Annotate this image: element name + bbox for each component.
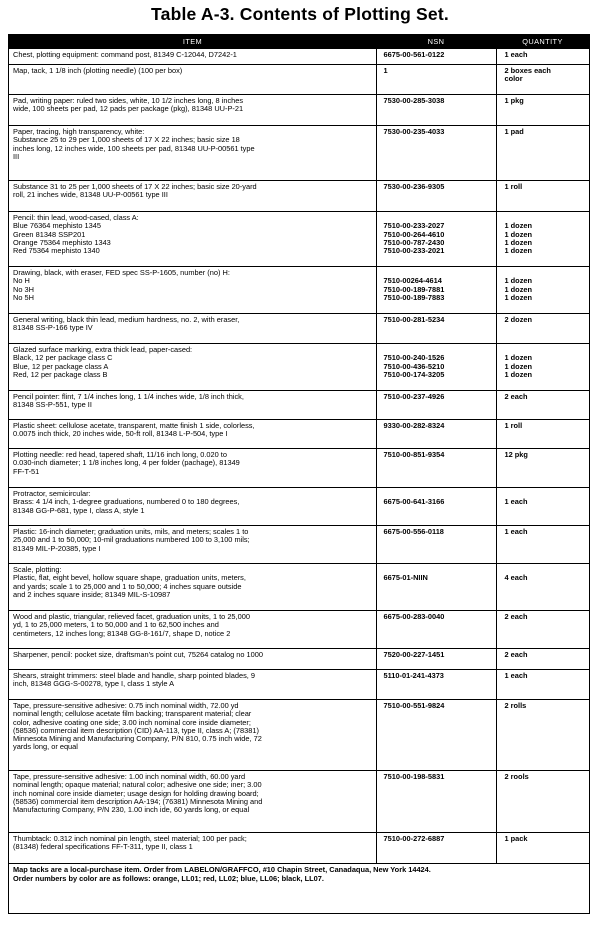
quantity-cell: 2 each xyxy=(496,611,589,649)
quantity-cell: 2 boxes each color xyxy=(496,65,589,95)
nsn-cell: 7520-00-227-1451 xyxy=(376,649,496,670)
nsn-cell: 7530-00-235-4033 xyxy=(376,126,496,181)
quantity-cell: 1 each xyxy=(496,670,589,700)
nsn-cell: 7530-00-236-9305 xyxy=(376,181,496,212)
quantity-cell: 2 rools xyxy=(496,771,589,833)
quantity-cell: 1 roll xyxy=(496,420,589,449)
quantity-cell: 2 rolls xyxy=(496,700,589,771)
nsn-cell: 7510-00-851-9354 xyxy=(376,449,496,488)
nsn-cell: 7510-00-240-1526 7510-00-436-5210 7510-00-174-3205 xyxy=(376,344,496,391)
quantity-cell: 1 each xyxy=(496,49,589,65)
nsn-cell: 9330-00-282-8324 xyxy=(376,420,496,449)
table-row xyxy=(9,488,589,526)
quantity-cell: 4 each xyxy=(496,564,589,611)
item-cell: General writing, black thin lead, medium hardness, no. 2, with eraser, 81348 SS-P-166 type IV xyxy=(9,314,376,344)
item-cell: Paper, tracing, high transparency, white: Substance 25 to 29 per 1,000 sheets of 17 X 22 inches; basic size 18 inches long, 12 inches wide, 100 sheets per pad, 81348 UU-P-00561 type III xyxy=(9,126,376,181)
table-row xyxy=(9,449,589,488)
nsn-cell: 6675-00-641-3166 xyxy=(376,488,496,526)
table-row xyxy=(9,95,589,126)
table-row xyxy=(9,314,589,344)
table-row xyxy=(9,649,589,670)
table-row xyxy=(9,771,589,833)
item-cell: Pencil: thin lead, wood-cased, class A: Blue 76364 mephisto 1345 Green 81348 SSP201 Orange 75364 mephisto 1343 Red 75364 mephisto 1340 xyxy=(9,212,376,267)
nsn-cell: 7510-00-551-9824 xyxy=(376,700,496,771)
header-item: ITEM xyxy=(9,35,376,49)
contents-table-frame xyxy=(8,34,590,914)
table-footer-row xyxy=(9,864,589,886)
table-row xyxy=(9,700,589,771)
quantity-cell: 2 dozen xyxy=(496,314,589,344)
item-cell: Tape, pressure-sensitive adhesive: 1.00 inch nominal width, 60.00 yard nominal length; opaque material; natural color; adhesive one side; iner; 3.00 inch nominal core inside diameter; usage design for holding drawing board; (58536) commercial item description AA-194; (76381) Minnesota Mining and Manufacturing Company, P/N 230, 1.00 inch ide, 60 yards long, or equal xyxy=(9,771,376,833)
item-cell: Map, tack, 1 1/8 inch (plotting needle) (100 per box) xyxy=(9,65,376,95)
header-nsn: NSN xyxy=(376,35,496,49)
item-cell: Pencil pointer: flint, 7 1/4 inches long, 1 1/4 inches wide, 1/8 inch thick, 81348 SS-P-551, type II xyxy=(9,391,376,420)
table-row xyxy=(9,267,589,314)
page-title: Table A-3. Contents of Plotting Set. xyxy=(151,4,449,24)
table-row xyxy=(9,181,589,212)
table-row xyxy=(9,420,589,449)
table-row xyxy=(9,611,589,649)
nsn-cell: 7510-00264-4614 7510-00-189-7881 7510-00-189-7883 xyxy=(376,267,496,314)
item-cell: Thumbtack: 0.312 inch nominal pin length, steel material; 100 per pack; (81348) federal specifications FF-T-311, type II, class 1 xyxy=(9,833,376,864)
nsn-cell: 6675-00-561-0122 xyxy=(376,49,496,65)
nsn-cell: 7510-00-272-6887 xyxy=(376,833,496,864)
quantity-cell: 1 each xyxy=(496,526,589,564)
item-cell: Sharpener, pencil: pocket size, draftsman's point cut, 75264 catalog no 1000 xyxy=(9,649,376,670)
item-cell: Shears, straight trimmers: steel blade and handle, sharp pointed blades, 9 inch, 81348 GGG-S-00278, type I, class 1 style A xyxy=(9,670,376,700)
nsn-cell: 6675-01-NIIN xyxy=(376,564,496,611)
table-row xyxy=(9,391,589,420)
item-cell: Plastic sheet: cellulose acetate, transparent, matte finish 1 side, colorless, 0.0075 inch thick, 20 inches wide, 50-ft roll, 81348 L-P-504, type I xyxy=(9,420,376,449)
table-row xyxy=(9,126,589,181)
table-row xyxy=(9,564,589,611)
item-cell: Pad, writing paper: ruled two sides, white, 10 1/2 inches long, 8 inches wide, 100 sheets per pad, 12 pads per package (pkg), 81348 UU-P-21 xyxy=(9,95,376,126)
quantity-cell: 1 dozen 1 dozen 1 dozen 1 dozen xyxy=(496,212,589,267)
item-cell: Tape, pressure-sensitive adhesive: 0.75 inch nominal width, 72.00 yd nominal length; cellulose acetate film backing; transparent material; clear color, adhesive coating one side; 3.00 inch nominal core inside diameter; (58536) commercial item description (CID) AA-113, type II, class A; (78381) Minnesota Mining and Manufacturing Company, P/N 810, 0.75 inch wide, 72 yards long, or equal xyxy=(9,700,376,771)
item-cell: Chest, plotting equipment: command post, 81349 C-12044, D7242-1 xyxy=(9,49,376,65)
table-row xyxy=(9,212,589,267)
quantity-cell: 1 pack xyxy=(496,833,589,864)
item-cell: Substance 31 to 25 per 1,000 sheets of 17 X 22 inches; basic size 20-yard roll, 21 inches wide, 81348 UU-P-00561 type III xyxy=(9,181,376,212)
table-row xyxy=(9,670,589,700)
header-quantity: QUANTITY xyxy=(496,35,589,49)
nsn-cell: 7510-00-237-4926 xyxy=(376,391,496,420)
contents-table xyxy=(9,35,589,885)
quantity-cell: 1 dozen 1 dozen 1 dozen xyxy=(496,344,589,391)
quantity-cell: 1 roll xyxy=(496,181,589,212)
nsn-cell: 7510-00-233-2027 7510-00-264-4610 7510-00-787-2430 7510-00-233-2021 xyxy=(376,212,496,267)
table-row xyxy=(9,526,589,564)
item-cell: Plastic: 16-inch diameter; graduation units, mils, and meters; scales 1 to 25,000 and 1 to 50,000; 10-mil graduations numbered 100 to 3,100 mils; 81349 MIL-P-20385, type I xyxy=(9,526,376,564)
item-cell: Wood and plastic, triangular, relieved facet, graduation units, 1 to 25,000 yd, 1 to 25,000 meters, 1 to 50,000 and 1 to 62,500 inches and centimeters, 12 inches long; 81348 GG-8-161/7, shape D, notice 2 xyxy=(9,611,376,649)
quantity-cell: 2 each xyxy=(496,391,589,420)
nsn-cell: 7510-00-281-5234 xyxy=(376,314,496,344)
quantity-cell: 1 each xyxy=(496,488,589,526)
footer-note: Map tacks are a local-purchase item. Order from LABELON/GRAFFCO, #10 Chapin Street, Canadaqua, New York 14424. Order numbers by color are as follows: orange, LL01; red, LL02; blue, LL06; black, LL07. xyxy=(9,864,589,886)
item-cell: Plotting needle: red head, tapered shaft, 11/16 inch long, 0.020 to 0.030-inch diameter; 1 1/8 inches long, 4 per folder (pachage), 81349 FF-T-51 xyxy=(9,449,376,488)
item-cell: Glazed surface marking, extra thick lead, paper-cased: Black, 12 per package class C Blue, 12 per package class A Red, 12 per package class B xyxy=(9,344,376,391)
quantity-cell: 2 each xyxy=(496,649,589,670)
quantity-cell: 12 pkg xyxy=(496,449,589,488)
quantity-cell: 1 pad xyxy=(496,126,589,181)
quantity-cell: 1 dozen 1 dozen 1 dozen xyxy=(496,267,589,314)
nsn-cell: 5110-01-241-4373 xyxy=(376,670,496,700)
nsn-cell: 7530-00-285-3038 xyxy=(376,95,496,126)
table-row xyxy=(9,65,589,95)
item-cell: Drawing, black, with eraser, FED spec SS-P-1605, number (no) H: No H No 3H No 5H xyxy=(9,267,376,314)
table-row xyxy=(9,344,589,391)
table-row xyxy=(9,49,589,65)
nsn-cell: 7510-00-198-5831 xyxy=(376,771,496,833)
quantity-cell: 1 pkg xyxy=(496,95,589,126)
item-cell: Protractor, semicircular: Brass: 4 1/4 inch, 1-degree graduations, numbered 0 to 180 degrees, 81348 GG-P-681, type I, class A, style 1 xyxy=(9,488,376,526)
nsn-cell: 1 xyxy=(376,65,496,95)
table-row xyxy=(9,833,589,864)
item-cell: Scale, plotting: Plastic, flat, eight bevel, hollow square shape, graduation units, meters, and yards; scale 1 to 25,000 and 1 to 50,000; 4 inches square outside and 2 inches square inside; 81349 MIL-S-10987 xyxy=(9,564,376,611)
table-header-row xyxy=(9,35,589,49)
nsn-cell: 6675-00-556-0118 xyxy=(376,526,496,564)
nsn-cell: 6675-00-283-0040 xyxy=(376,611,496,649)
